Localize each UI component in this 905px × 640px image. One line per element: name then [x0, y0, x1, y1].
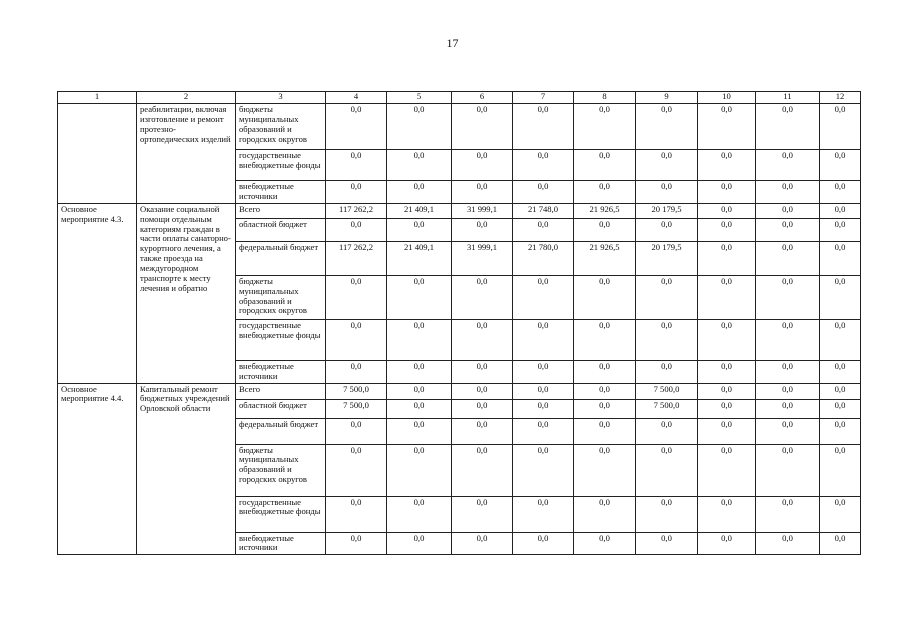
value-cell: 0,0 [636, 319, 698, 360]
value-cell: 0,0 [387, 496, 452, 532]
value-cell: 0,0 [698, 104, 756, 150]
funding-source: федеральный бюджет [236, 241, 326, 275]
value-cell: 0,0 [574, 275, 636, 319]
value-cell: 0,0 [452, 532, 513, 555]
value-cell: 21 780,0 [513, 241, 574, 275]
value-cell: 0,0 [820, 150, 861, 181]
measure-description: реабилитации, включая изготовление и ремонт протезно-ортопедических изделий [137, 104, 236, 204]
value-cell: 0,0 [756, 532, 820, 555]
value-cell: 0,0 [326, 319, 387, 360]
value-cell: 0,0 [756, 104, 820, 150]
value-cell: 0,0 [452, 275, 513, 319]
value-cell: 0,0 [820, 418, 861, 444]
value-cell: 0,0 [452, 444, 513, 496]
value-cell: 0,0 [513, 319, 574, 360]
value-cell: 0,0 [326, 360, 387, 383]
value-cell: 7 500,0 [636, 383, 698, 399]
value-cell: 0,0 [698, 319, 756, 360]
value-cell: 0,0 [326, 218, 387, 241]
funding-source: Всего [236, 383, 326, 399]
value-cell: 0,0 [756, 150, 820, 181]
value-cell: 20 179,5 [636, 203, 698, 218]
value-cell: 0,0 [756, 496, 820, 532]
value-cell: 0,0 [820, 104, 861, 150]
value-cell: 0,0 [698, 444, 756, 496]
value-cell: 0,0 [756, 444, 820, 496]
value-cell: 0,0 [574, 360, 636, 383]
value-cell: 0,0 [513, 399, 574, 418]
value-cell: 0,0 [326, 181, 387, 204]
measure-label [58, 104, 137, 204]
value-cell: 0,0 [387, 319, 452, 360]
value-cell: 0,0 [636, 275, 698, 319]
value-cell: 0,0 [698, 360, 756, 383]
value-cell: 7 500,0 [326, 383, 387, 399]
measure-description: Оказание социальной помощи отдельным категориям граждан в части оплаты санаторно-курортного лечения, а также проезда на междугородном транспорте к месту лечения и обратно [137, 203, 236, 383]
column-header: 4 [326, 92, 387, 104]
value-cell: 0,0 [452, 360, 513, 383]
value-cell: 7 500,0 [326, 399, 387, 418]
value-cell: 0,0 [452, 418, 513, 444]
value-cell: 0,0 [513, 532, 574, 555]
value-cell: 117 262,2 [326, 241, 387, 275]
value-cell: 0,0 [820, 532, 861, 555]
value-cell: 0,0 [636, 496, 698, 532]
funding-source: государственные внебюджетные фонды [236, 150, 326, 181]
value-cell: 0,0 [820, 275, 861, 319]
value-cell: 0,0 [698, 399, 756, 418]
value-cell: 0,0 [513, 496, 574, 532]
value-cell: 0,0 [574, 496, 636, 532]
column-header: 3 [236, 92, 326, 104]
value-cell: 0,0 [636, 218, 698, 241]
value-cell: 0,0 [574, 218, 636, 241]
column-header: 5 [387, 92, 452, 104]
table-row [58, 203, 861, 218]
value-cell: 0,0 [574, 383, 636, 399]
value-cell: 0,0 [326, 150, 387, 181]
funding-source: внебюджетные источники [236, 181, 326, 204]
value-cell: 0,0 [452, 218, 513, 241]
funding-table [57, 91, 861, 555]
value-cell: 0,0 [820, 181, 861, 204]
value-cell: 0,0 [698, 150, 756, 181]
value-cell: 0,0 [387, 104, 452, 150]
value-cell: 31 999,1 [452, 241, 513, 275]
column-header: 1 [58, 92, 137, 104]
value-cell: 0,0 [387, 444, 452, 496]
table-row [58, 104, 861, 150]
value-cell: 0,0 [513, 150, 574, 181]
value-cell: 0,0 [387, 275, 452, 319]
value-cell: 0,0 [820, 319, 861, 360]
value-cell: 0,0 [513, 275, 574, 319]
value-cell: 0,0 [698, 218, 756, 241]
value-cell: 31 999,1 [452, 203, 513, 218]
column-header: 9 [636, 92, 698, 104]
table-row [58, 383, 861, 399]
value-cell: 117 262,2 [326, 203, 387, 218]
measure-label: Основное мероприятие 4.3. [58, 203, 137, 383]
value-cell: 0,0 [452, 104, 513, 150]
value-cell: 0,0 [820, 399, 861, 418]
value-cell: 0,0 [387, 218, 452, 241]
funding-source: внебюджетные источники [236, 360, 326, 383]
column-header: 11 [756, 92, 820, 104]
value-cell: 0,0 [326, 496, 387, 532]
value-cell: 0,0 [756, 399, 820, 418]
value-cell: 21 926,5 [574, 203, 636, 218]
value-cell: 0,0 [452, 496, 513, 532]
funding-source: внебюджетные источники [236, 532, 326, 555]
value-cell: 0,0 [452, 150, 513, 181]
value-cell: 0,0 [820, 218, 861, 241]
funding-source: бюджеты муниципальных образований и городских округов [236, 275, 326, 319]
value-cell: 0,0 [574, 418, 636, 444]
column-header: 12 [820, 92, 861, 104]
value-cell: 0,0 [698, 241, 756, 275]
value-cell: 0,0 [636, 444, 698, 496]
funding-source: бюджеты муниципальных образований и городских округов [236, 444, 326, 496]
value-cell: 0,0 [574, 150, 636, 181]
value-cell: 0,0 [698, 203, 756, 218]
measure-description: Капитальный ремонт бюджетных учреждений Орловской области [137, 383, 236, 555]
value-cell: 0,0 [387, 360, 452, 383]
value-cell: 0,0 [452, 181, 513, 204]
value-cell: 0,0 [756, 218, 820, 241]
value-cell: 0,0 [326, 418, 387, 444]
value-cell: 0,0 [698, 383, 756, 399]
value-cell: 0,0 [636, 418, 698, 444]
value-cell: 0,0 [452, 399, 513, 418]
value-cell: 0,0 [756, 418, 820, 444]
value-cell: 0,0 [513, 104, 574, 150]
value-cell: 7 500,0 [636, 399, 698, 418]
value-cell: 0,0 [820, 203, 861, 218]
funding-source: областной бюджет [236, 399, 326, 418]
value-cell: 0,0 [513, 444, 574, 496]
value-cell: 0,0 [698, 181, 756, 204]
value-cell: 0,0 [513, 360, 574, 383]
value-cell: 0,0 [698, 496, 756, 532]
value-cell: 0,0 [698, 532, 756, 555]
value-cell: 0,0 [387, 150, 452, 181]
value-cell: 0,0 [326, 532, 387, 555]
column-header: 6 [452, 92, 513, 104]
value-cell: 0,0 [574, 444, 636, 496]
value-cell: 0,0 [756, 319, 820, 360]
value-cell: 0,0 [820, 360, 861, 383]
header-row [58, 92, 861, 104]
value-cell: 0,0 [698, 275, 756, 319]
value-cell: 21 409,1 [387, 203, 452, 218]
value-cell: 0,0 [574, 104, 636, 150]
value-cell: 0,0 [513, 181, 574, 204]
funding-source: государственные внебюджетные фонды [236, 496, 326, 532]
value-cell: 0,0 [574, 532, 636, 555]
value-cell: 0,0 [636, 181, 698, 204]
value-cell: 20 179,5 [636, 241, 698, 275]
column-header: 2 [137, 92, 236, 104]
measure-label: Основное мероприятие 4.4. [58, 383, 137, 555]
value-cell: 21 748,0 [513, 203, 574, 218]
value-cell: 0,0 [636, 150, 698, 181]
value-cell: 0,0 [387, 399, 452, 418]
column-header: 8 [574, 92, 636, 104]
value-cell: 0,0 [326, 104, 387, 150]
value-cell: 0,0 [636, 104, 698, 150]
value-cell: 0,0 [387, 532, 452, 555]
value-cell: 0,0 [326, 444, 387, 496]
value-cell: 0,0 [574, 319, 636, 360]
value-cell: 0,0 [452, 319, 513, 360]
page-number: 17 [446, 36, 459, 50]
value-cell: 0,0 [513, 418, 574, 444]
column-header: 10 [698, 92, 756, 104]
value-cell: 0,0 [820, 383, 861, 399]
value-cell: 0,0 [820, 444, 861, 496]
funding-source: областной бюджет [236, 218, 326, 241]
value-cell: 0,0 [636, 360, 698, 383]
value-cell: 0,0 [756, 241, 820, 275]
value-cell: 0,0 [756, 181, 820, 204]
value-cell: 0,0 [452, 383, 513, 399]
value-cell: 0,0 [513, 383, 574, 399]
value-cell: 0,0 [574, 399, 636, 418]
value-cell: 21 409,1 [387, 241, 452, 275]
value-cell: 0,0 [326, 275, 387, 319]
funding-source: федеральный бюджет [236, 418, 326, 444]
value-cell: 0,0 [756, 383, 820, 399]
value-cell: 0,0 [756, 275, 820, 319]
value-cell: 0,0 [756, 360, 820, 383]
value-cell: 0,0 [698, 418, 756, 444]
value-cell: 0,0 [820, 241, 861, 275]
funding-source: бюджеты муниципальных образований и городских округов [236, 104, 326, 150]
value-cell: 0,0 [820, 496, 861, 532]
value-cell: 0,0 [387, 418, 452, 444]
value-cell: 0,0 [574, 181, 636, 204]
value-cell: 0,0 [387, 181, 452, 204]
value-cell: 0,0 [756, 203, 820, 218]
value-cell: 0,0 [513, 218, 574, 241]
funding-source: государственные внебюджетные фонды [236, 319, 326, 360]
value-cell: 0,0 [387, 383, 452, 399]
funding-source: Всего [236, 203, 326, 218]
value-cell: 0,0 [636, 532, 698, 555]
column-header: 7 [513, 92, 574, 104]
value-cell: 21 926,5 [574, 241, 636, 275]
